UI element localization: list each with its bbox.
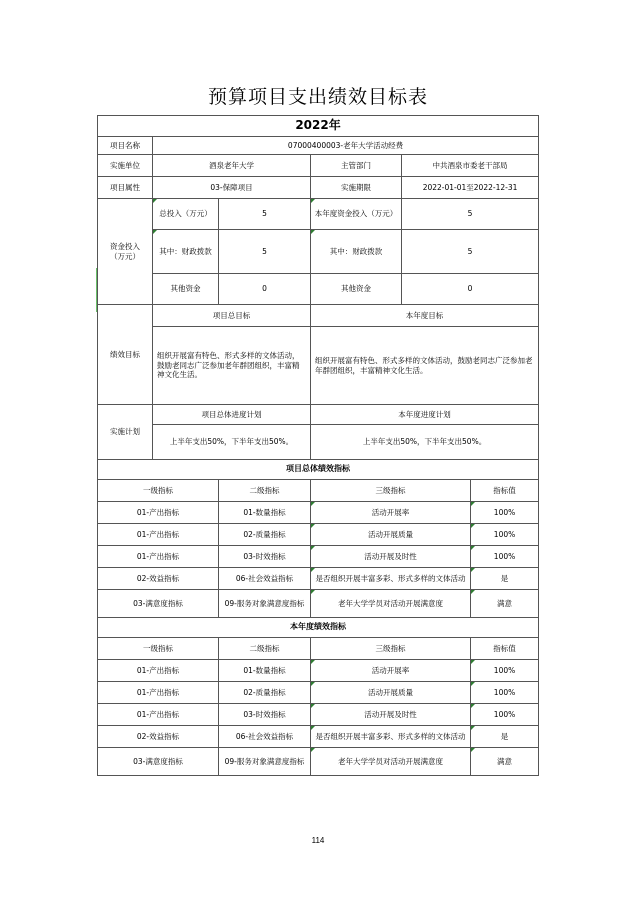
project-plan-header: 项目总体进度计划 — [153, 405, 311, 425]
level3-cell: 活动开展及时性 — [311, 546, 471, 568]
value-cell: 是 — [471, 568, 539, 590]
level1-cell: 01-产出指标 — [98, 502, 219, 524]
value-cell: 满意 — [471, 748, 539, 776]
year-goal-text: 组织开展富有特色、形式多样的文体活动，鼓励老同志广泛参加老年群团组织，丰富精神文化生活。 — [311, 327, 539, 405]
project-name-label: 项目名称 — [98, 137, 153, 155]
level1-cell: 01-产出指标 — [98, 524, 219, 546]
level3-cell: 是否组织开展丰富多彩、形式多样的文体活动 — [311, 568, 471, 590]
level1-cell: 02-效益指标 — [98, 726, 219, 748]
year-invest-value: 5 — [402, 199, 539, 230]
col-header-value: 指标值 — [471, 480, 539, 502]
level1-cell: 01-产出指标 — [98, 546, 219, 568]
level2-cell: 03-时效指标 — [219, 546, 311, 568]
level1-cell: 01-产出指标 — [98, 682, 219, 704]
col-header-level1: 一级指标 — [98, 480, 219, 502]
value-cell: 100% — [471, 524, 539, 546]
unit-value: 酒泉老年大学 — [153, 155, 311, 177]
level3-cell: 是否组织开展丰富多彩、形式多样的文体活动 — [311, 726, 471, 748]
level3-cell: 活动开展率 — [311, 660, 471, 682]
overall-indicators-title: 项目总体绩效指标 — [98, 460, 539, 480]
col-header-value: 指标值 — [471, 638, 539, 660]
attr-value: 03-保障项目 — [153, 177, 311, 199]
total-invest-label: 总投入（万元） — [153, 199, 219, 230]
col-header-level3: 三级指标 — [311, 638, 471, 660]
level2-cell: 02-质量指标 — [219, 524, 311, 546]
other-funds-label: 其他资金 — [153, 274, 219, 305]
level3-cell: 活动开展及时性 — [311, 704, 471, 726]
level1-cell: 01-产出指标 — [98, 704, 219, 726]
period-value: 2022-01-01至2022-12-31 — [402, 177, 539, 199]
perf-goal-label: 绩效目标 — [98, 305, 153, 405]
level1-cell: 03-满意度指标 — [98, 590, 219, 618]
project-goal-header: 项目总目标 — [153, 305, 311, 327]
col-header-level2: 二级指标 — [219, 638, 311, 660]
level2-cell: 09-服务对象满意度指标 — [219, 748, 311, 776]
table-row — [98, 682, 539, 704]
fiscal-label: 其中：财政拨款 — [153, 230, 219, 274]
value-cell: 100% — [471, 704, 539, 726]
level3-cell: 老年大学学员对活动开展满意度 — [311, 590, 471, 618]
page-number: 114 — [311, 836, 325, 845]
value-cell: 100% — [471, 502, 539, 524]
fiscal-value: 5 — [219, 230, 311, 274]
level3-cell: 老年大学学员对活动开展满意度 — [311, 748, 471, 776]
budget-performance-table — [97, 115, 539, 776]
year-goal-header: 本年度目标 — [311, 305, 539, 327]
level1-cell: 01-产出指标 — [98, 660, 219, 682]
year-indicators-title: 本年度绩效指标 — [98, 618, 539, 638]
dept-value: 中共酒泉市委老干部局 — [402, 155, 539, 177]
level1-cell: 02-效益指标 — [98, 568, 219, 590]
year-plan-text: 上半年支出50%，下半年支出50%。 — [311, 425, 539, 460]
level1-cell: 03-满意度指标 — [98, 748, 219, 776]
period-label: 实施期限 — [311, 177, 402, 199]
year-invest-label: 本年度资金投入（万元） — [311, 199, 402, 230]
total-invest-value: 5 — [219, 199, 311, 230]
level3-cell: 活动开展率 — [311, 502, 471, 524]
level2-cell: 01-数量指标 — [219, 502, 311, 524]
project-name-value: 07000400003-老年大学活动经费 — [153, 137, 539, 155]
level2-cell: 06-社会效益指标 — [219, 726, 311, 748]
col-header-level1: 一级指标 — [98, 638, 219, 660]
dept-label: 主管部门 — [311, 155, 402, 177]
year-plan-header: 本年度进度计划 — [311, 405, 539, 425]
table-row — [98, 748, 539, 776]
attr-label: 项目属性 — [98, 177, 153, 199]
col-header-level2: 二级指标 — [219, 480, 311, 502]
year-other-funds-label: 其他资金 — [311, 274, 402, 305]
plan-label: 实施计划 — [98, 405, 153, 460]
table-row — [98, 726, 539, 748]
level2-cell: 02-质量指标 — [219, 682, 311, 704]
project-plan-text: 上半年支出50%，下半年支出50%。 — [153, 425, 311, 460]
table-row — [98, 568, 539, 590]
table-row — [98, 524, 539, 546]
unit-label: 实施单位 — [98, 155, 153, 177]
value-cell: 是 — [471, 726, 539, 748]
col-header-level3: 三级指标 — [311, 480, 471, 502]
value-cell: 满意 — [471, 590, 539, 618]
project-goal-text: 组织开展富有特色、形式多样的文体活动，鼓励老同志广泛参加老年群团组织，丰富精神文化生活。 — [153, 327, 311, 405]
document-title: 预算项目支出绩效目标表 — [207, 86, 428, 108]
value-cell: 100% — [471, 660, 539, 682]
table-row — [98, 660, 539, 682]
level2-cell: 01-数量指标 — [219, 660, 311, 682]
year-heading: 2022年 — [98, 116, 539, 137]
table-row — [98, 704, 539, 726]
other-funds-value: 0 — [219, 274, 311, 305]
year-fiscal-value: 5 — [402, 230, 539, 274]
level3-cell: 活动开展质量 — [311, 524, 471, 546]
year-fiscal-label: 其中：财政拨款 — [311, 230, 402, 274]
level2-cell: 06-社会效益指标 — [219, 568, 311, 590]
table-row — [98, 546, 539, 568]
table-row — [98, 590, 539, 618]
value-cell: 100% — [471, 682, 539, 704]
year-other-funds-value: 0 — [402, 274, 539, 305]
table-row — [98, 502, 539, 524]
level3-cell: 活动开展质量 — [311, 682, 471, 704]
value-cell: 100% — [471, 546, 539, 568]
level2-cell: 09-服务对象满意度指标 — [219, 590, 311, 618]
funds-label: 资金投入 （万元） — [98, 199, 153, 305]
level2-cell: 03-时效指标 — [219, 704, 311, 726]
